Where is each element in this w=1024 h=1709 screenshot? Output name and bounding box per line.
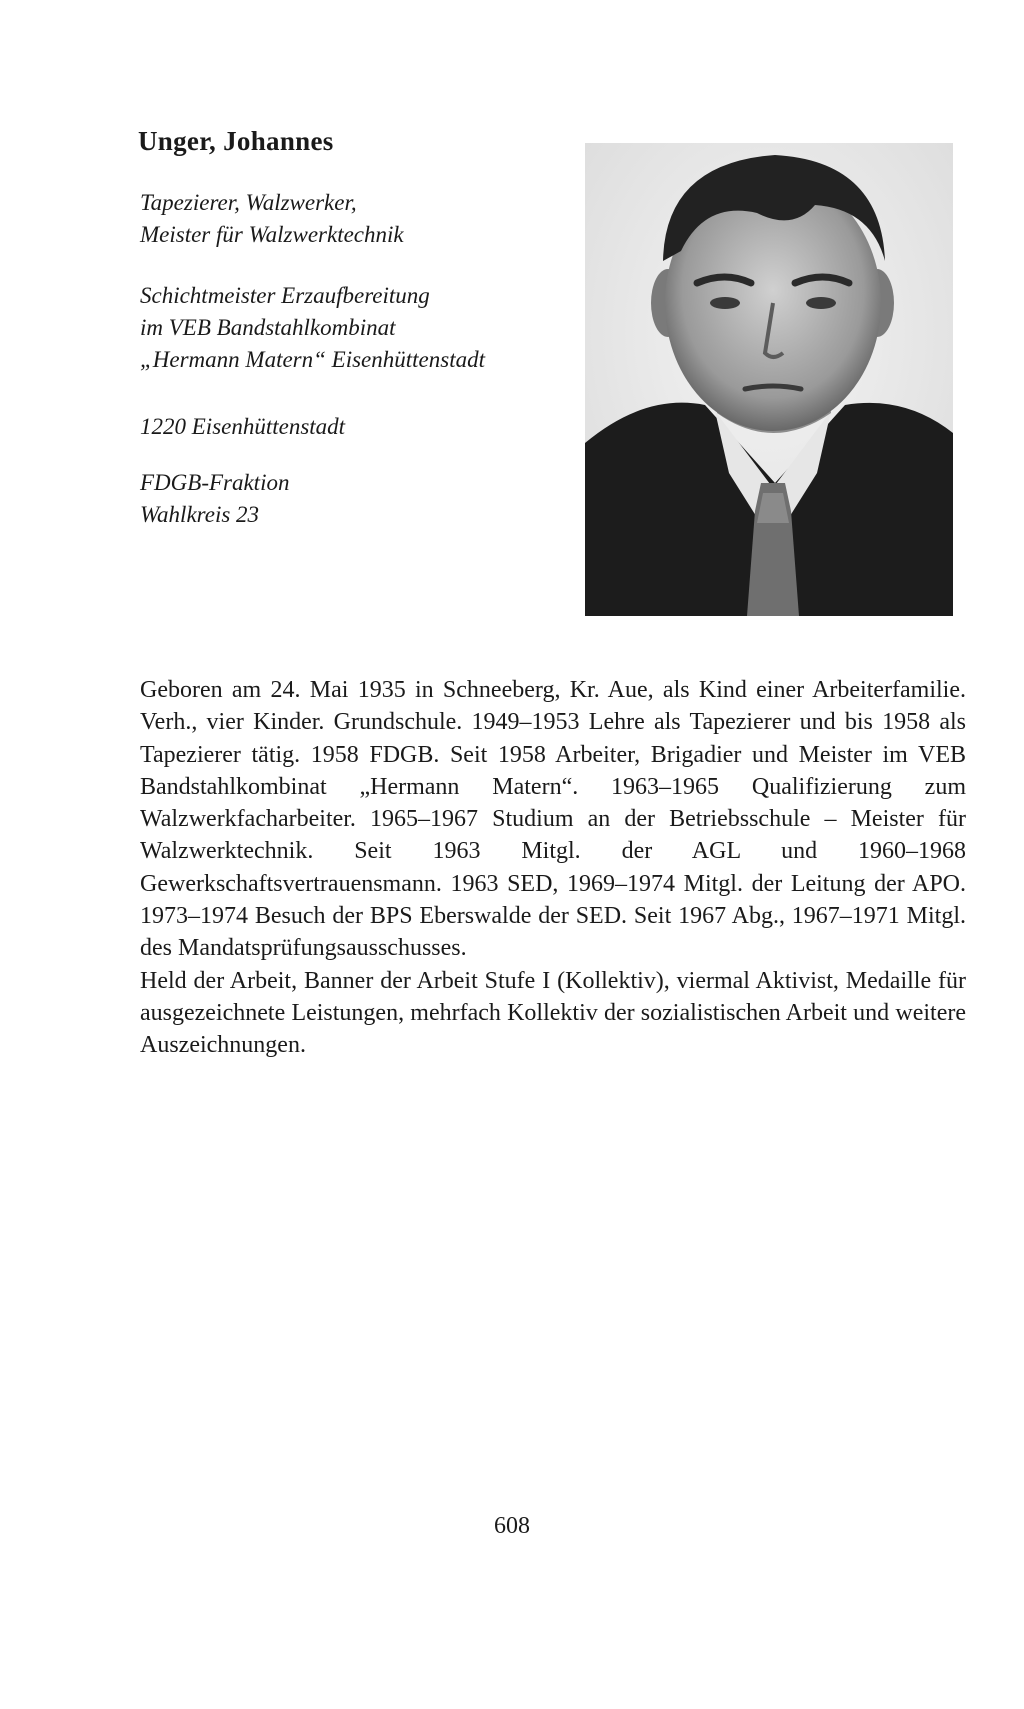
awards-text: Held der Arbeit, Banner der Arbeit Stufe I (Kollektiv), viermal Aktivist, Medaille für ausgezeichnete Leistungen, mehrfach Kollektiv der sozialistischen Arbeit und weitere Auszeichnungen.	[140, 967, 966, 1059]
biography	[140, 674, 966, 1062]
portrait-drawing	[585, 143, 953, 616]
entry-name: Unger, Johannes	[138, 126, 334, 156]
biography-text: Geboren am 24. Mai 1935 in Schneeberg, Kr. Aue, als Kind einer Arbeiterfamilie. Verh., vier Kinder. Grundschule. 1949–1953 Lehre als Tapezierer und bis 1958 als Tapezierer tätig. 1958 FDGB. Seit 1958 Arbeiter, Brigadier und Meister im VEB Bandstahlkombinat „Hermann Matern“. 1963–1965 Qualifizierung zum Walzwerkfacharbeiter. 1965–1967 Studium an der Betriebsschule – Meister für Walzwerktechnik. Seit 1963 Mitgl. der AGL und 1960–1968 Gewerkschaftsvertrauensmann. 1963 SED, 1969–1974 Mitgl. der Leitung der APO. 1973–1974 Besuch der BPS Eberswalde der SED. Seit 1967 Abg., 1967–1971 Mitgl. des Mandatsprüfungsausschusses.	[140, 677, 966, 962]
workplace-line: Schichtmeister Erzaufbereitung	[140, 283, 430, 308]
page-number: 608	[494, 1513, 530, 1539]
occupation-block	[140, 187, 404, 251]
fraction-line: FDGB-Fraktion	[140, 470, 290, 495]
occupation-line: Tapezierer, Walzwerker,	[140, 190, 357, 215]
address: 1220 Eisenhüttenstadt	[140, 414, 346, 439]
portrait-photo	[585, 143, 953, 616]
constituency-line: Wahlkreis 23	[140, 502, 260, 527]
fraction-block	[140, 467, 289, 531]
workplace-block	[140, 280, 485, 376]
workplace-line: im VEB Bandstahlkombinat	[140, 315, 396, 340]
workplace-line: „Hermann Matern“ Eisenhüttenstadt	[140, 347, 485, 372]
occupation-line: Meister für Walzwerktechnik	[140, 222, 404, 247]
